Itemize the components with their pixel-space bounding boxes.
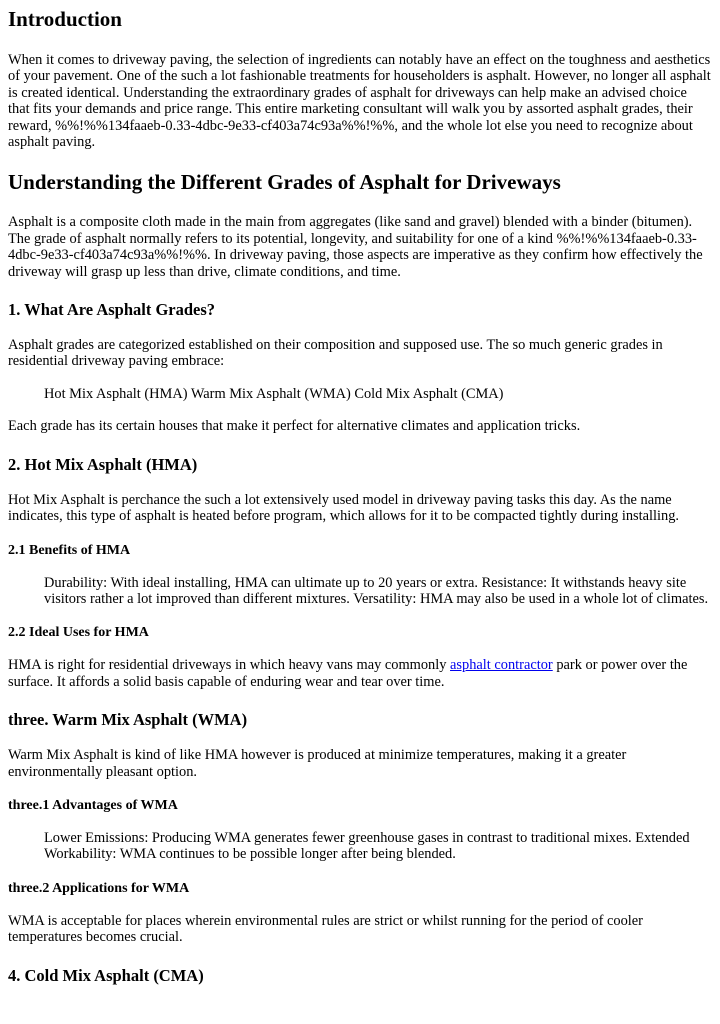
section4-heading: 4. Cold Mix Asphalt (CMA) [8, 965, 204, 985]
section1-after-paragraph: Each grade has its certain houses that make it perfect for alternative climates and application tricks. [8, 418, 581, 435]
section3-heading: three. Warm Mix Asphalt (WMA) [8, 710, 248, 730]
understanding-paragraph: Asphalt is a composite cloth made in the main from aggregates (like sand and gravel) blended with a binder (bitumen). The grade of asphalt normally refers to its potential, longevity, and suitability for one of a kind %%!%%134faaeb-0.33-4dbc-9e33-cf403a74c93a%%!%%. In driveway paving, those aspects are imperative as they confirm how effectively the driveway will grasp up less than drive, climate conditions, and time. [8, 214, 703, 280]
section2-sub2-text-before: HMA is right for residential driveways in which heavy vans may commonly [8, 657, 451, 674]
section1-heading: 1. What Are Asphalt Grades? [8, 300, 216, 320]
section2-paragraph: Hot Mix Asphalt is perchance the such a lot extensively used model in driveway paving tasks this day. As the name indicates, this type of asphalt is heated before program, which allows for it to be compacted tightly during installing. [8, 491, 679, 525]
intro-heading: Introduction [8, 7, 122, 31]
section2-sub1-heading: 2.1 Benefits of HMA [8, 542, 131, 558]
section3-sub1-heading: three.1 Advantages of WMA [8, 797, 178, 813]
intro-paragraph: When it comes to driveway paving, the selection of ingredients can notably have an effect on the toughness and aesthetics of your pavement. One of the such a lot fashionable treatments for householders is asphalt. However, no longer all asphalt is created identical. Understanding the extraordinary grades of asphalt for driveways can help make an advised choice that fits your demands and price range. This entire marketing consultant will walk you by assorted asphalt grades, their reward, %%!%%134faaeb-0.33-4dbc-9e33-cf403a74c93a%%!%%, and the whole lot else you need to recognize about asphalt paving. [8, 52, 711, 151]
section3-advantages-list: Lower Emissions: Producing WMA generates fewer greenhouse gases in contrast to traditional mixes. Extended Workability: WMA continues to be possible longer after being blended. [44, 829, 690, 863]
section2-heading: 2. Hot Mix Asphalt (HMA) [8, 454, 198, 474]
section2-sub2-heading: 2.2 Ideal Uses for HMA [8, 625, 149, 641]
understanding-heading: Understanding the Different Grades of Asphalt for Driveways [8, 170, 561, 195]
section2-benefits-list: Durability: With ideal installing, HMA can ultimate up to 20 years or extra. Resistance: It withstands heavy site visitors rather a lot improved than different mixtures. Versatility: HMA may also be used in a whole lot of climates. [44, 574, 709, 607]
section2-sub2-text-after: park or power over the surface. It affords a solid basis capable of enduring wear and tear over time. [8, 657, 688, 690]
article [0, 7, 720, 985]
section3-paragraph: Warm Mix Asphalt is kind of like HMA however is produced at minimize temperatures, making it a greater environmentally pleasant option. [8, 747, 627, 780]
section3-sub2-heading: three.2 Applications for WMA [8, 880, 190, 896]
asphalt-contractor-link[interactable]: asphalt contractor [450, 657, 553, 674]
section3-sub2-paragraph: WMA is acceptable for places wherein environmental rules are strict or whilst running for the period of cooler temperatures becomes crucial. [8, 912, 643, 946]
section2-sub2-paragraph [8, 657, 712, 690]
section1-paragraph: Asphalt grades are categorized established on their composition and supposed use. The so much generic grades in residential driveway paving embrace: [8, 337, 663, 370]
section1-grade-list: Hot Mix Asphalt (HMA) Warm Mix Asphalt (WMA) Cold Mix Asphalt (CMA) [44, 385, 504, 402]
